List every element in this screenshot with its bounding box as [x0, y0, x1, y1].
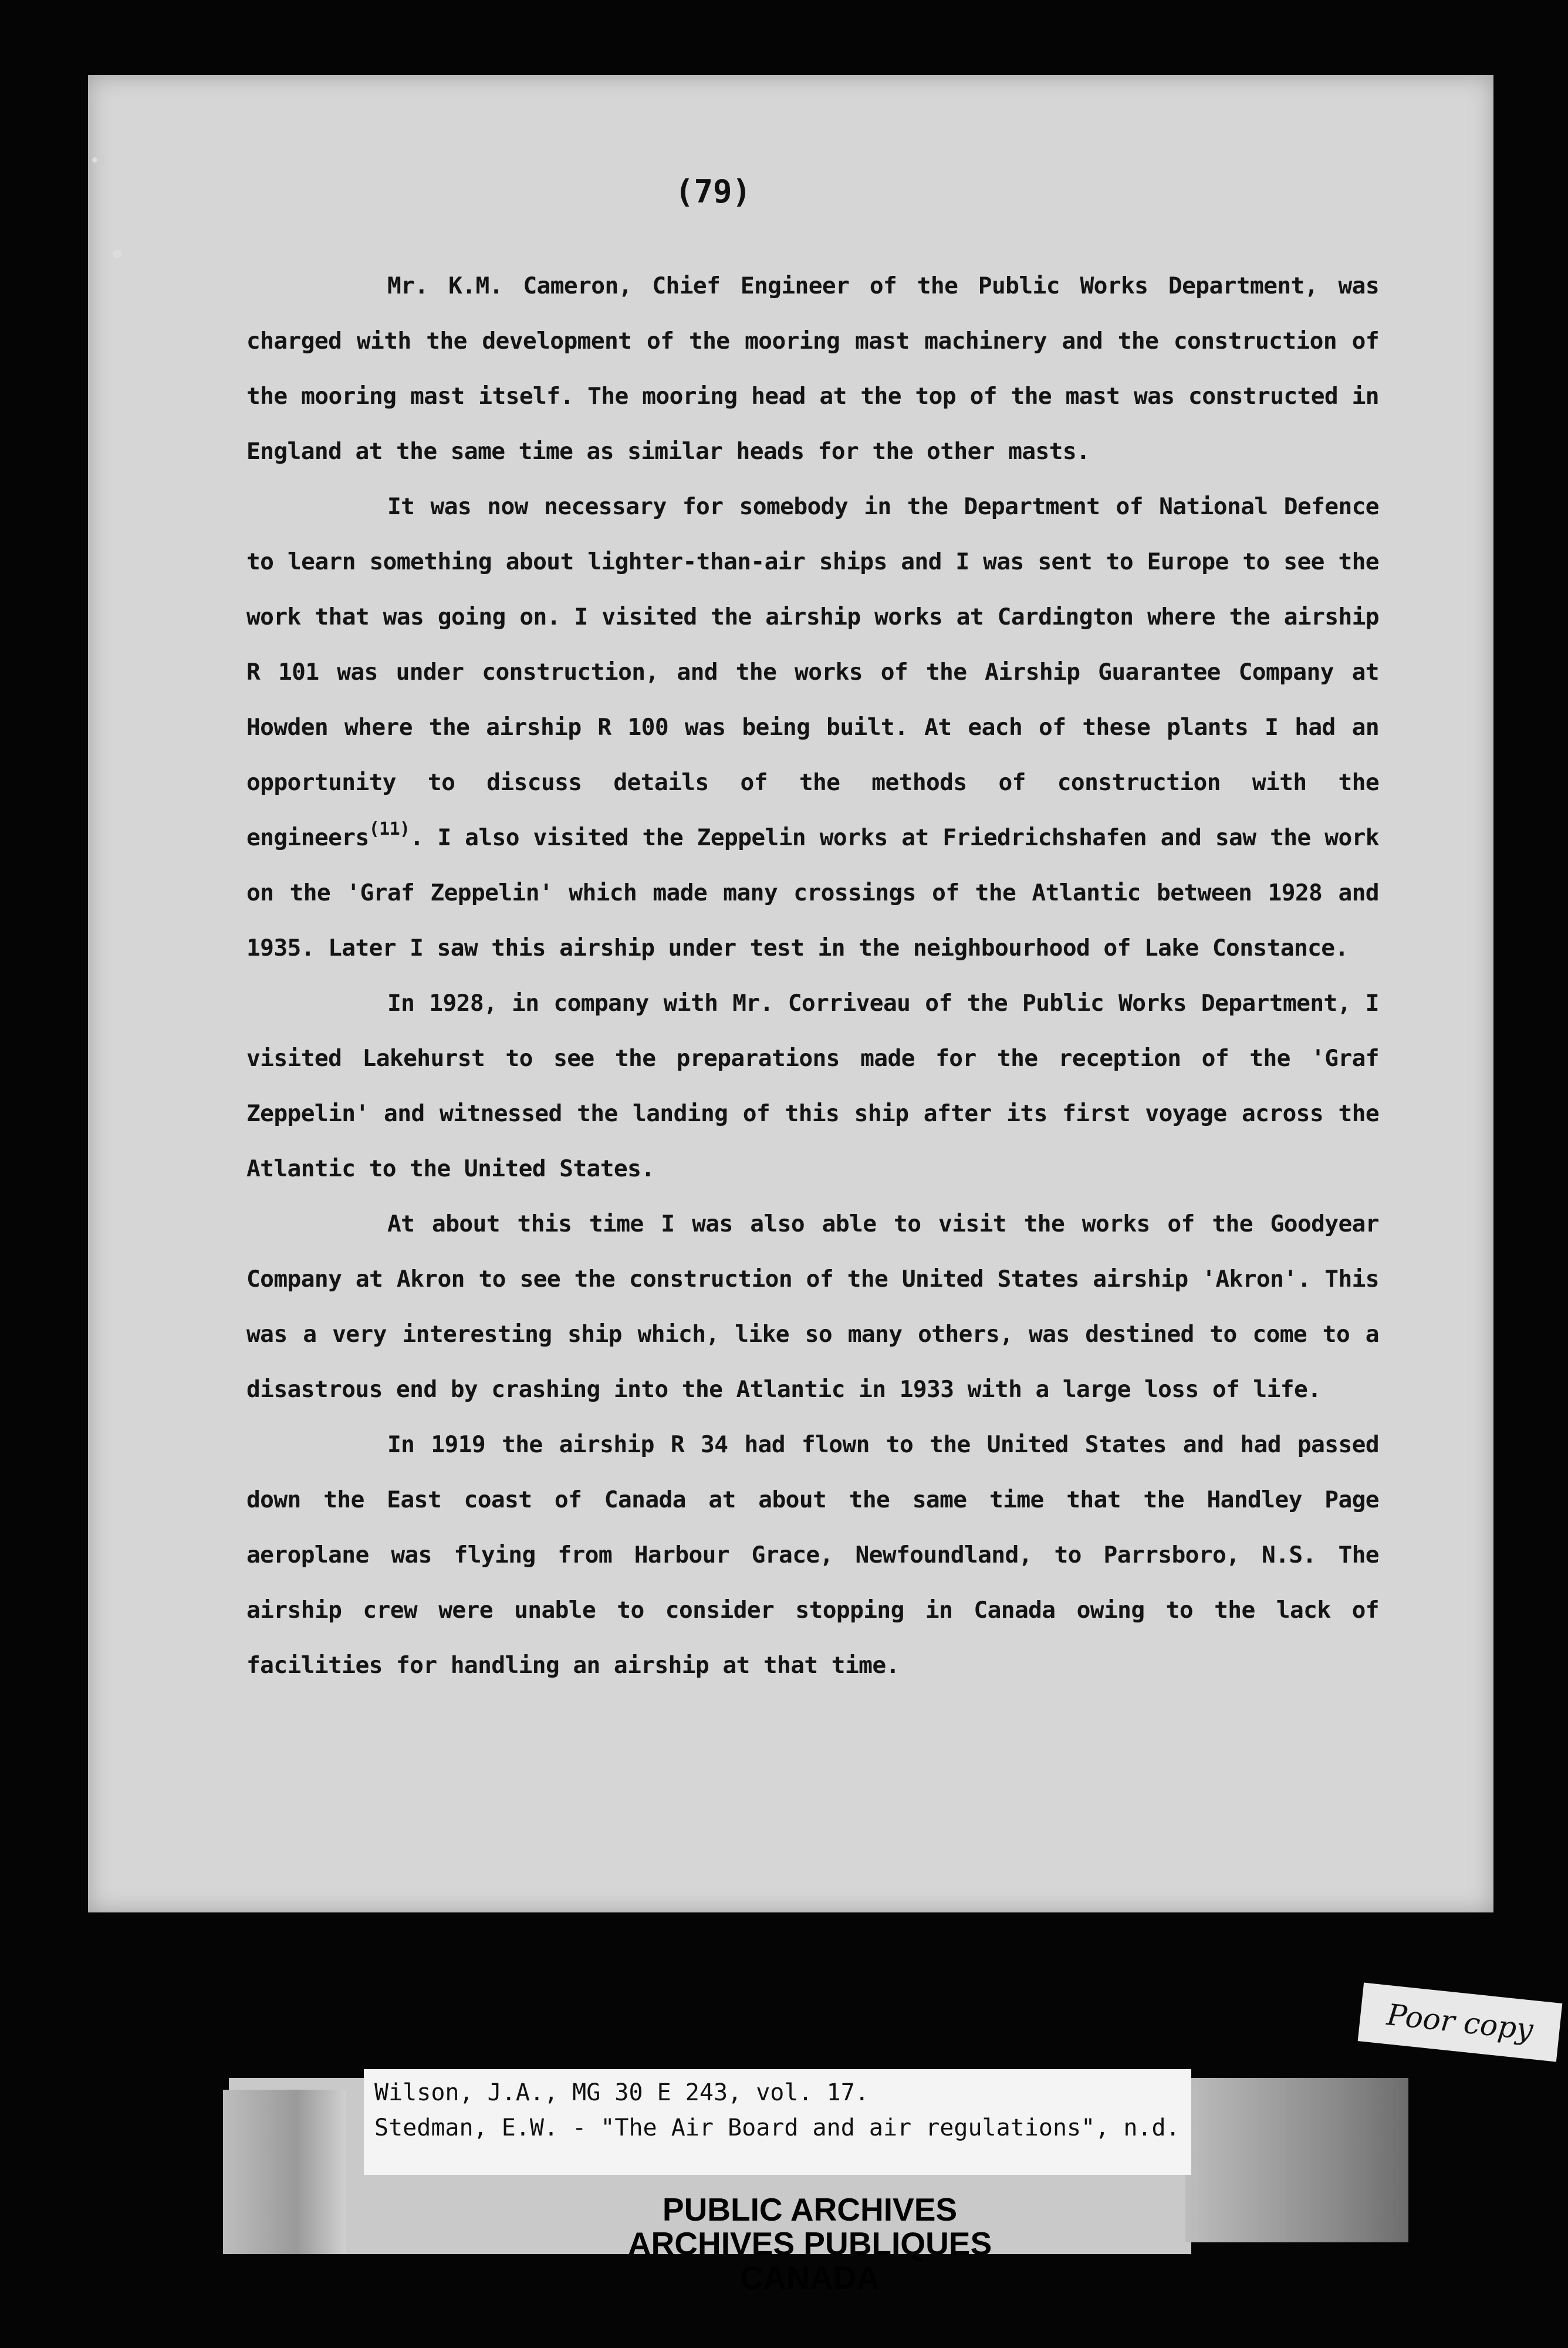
footnote-marker: (11) [369, 819, 410, 839]
torn-edge-right [1185, 2078, 1408, 2242]
paragraph-2 [246, 479, 1379, 976]
reference-line-2: Stedman, E.W. - "The Air Board and air regulations", n.d. [374, 2114, 1180, 2141]
speck [92, 157, 97, 163]
paragraph-2-text-a: It was now necessary for somebody in the Department of National Defence to learn something about lighter-than-air ships and I was sent to Europe to see the work that was going on. I visited the airship works at Cardington where the airship R 101 was under construction, and the works of the Airship Guarantee Company at Howden where the airship R 100 was being built. At each of these plants I had an opportunity to discuss details of the methods of construction with the engineers [246, 493, 1379, 851]
paragraph-4: At about this time I was also able to visit the works of the Goodyear Company at Akron to see the construction of the United States airship 'Akron'. This was a very interesting ship which, like so many others, was destined to come to a disastrous end by crashing into the Atlantic in 1933 with a large loss of life. [246, 1210, 1379, 1403]
paragraph-3: In 1928, in company with Mr. Corriveau of the Public Works Department, I visited Lakehurst to see the preparations made for the reception of the 'Graf Zeppelin' and witnessed the landing of this ship after its first voyage across the Atlantic to the United States. [246, 990, 1379, 1182]
paragraph-1: Mr. K.M. Cameron, Chief Engineer of the Public Works Department, was charged with the development of the mooring mast machinery and the construction of the mooring mast itself. The mooring head at the top of the mast was constructed in England at the same time as similar heads for the other masts. [246, 272, 1379, 465]
speck [113, 249, 121, 258]
paragraph-2-text-b: . I also visited the Zeppelin works at Friedrichshafen and saw the work on the 'Graf Zeppelin' which made many crossings of the Atlantic between 1928 and 1935. Later I saw this airship under test in the neighbourhood of Lake Constance. [246, 824, 1379, 962]
archives-line-3: CANADA [739, 2259, 880, 2296]
body-text [246, 258, 1379, 1693]
torn-edge-left [223, 2090, 346, 2254]
handwritten-note: Poor copy [1358, 1983, 1563, 2062]
reference-label [364, 2069, 1191, 2175]
reference-line-1: Wilson, J.A., MG 30 E 243, vol. 17. [374, 2079, 869, 2106]
archives-line-2: ARCHIVES PUBLIQUES [627, 2225, 992, 2262]
archives-line-1: PUBLIC ARCHIVES [662, 2191, 958, 2228]
archives-stamp [604, 2192, 1015, 2295]
page-number: (79) [675, 173, 752, 210]
paragraph-5: In 1919 the airship R 34 had flown to the United States and had passed down the East coast of Canada at about the same time that the Handley Page aeroplane was flying from Harbour Grace, Newfoundland, to Parrsboro, N.S. The airship crew were unable to consider stopping in Canada owing to the lack of facilities for handling an airship at that time. [246, 1431, 1379, 1679]
